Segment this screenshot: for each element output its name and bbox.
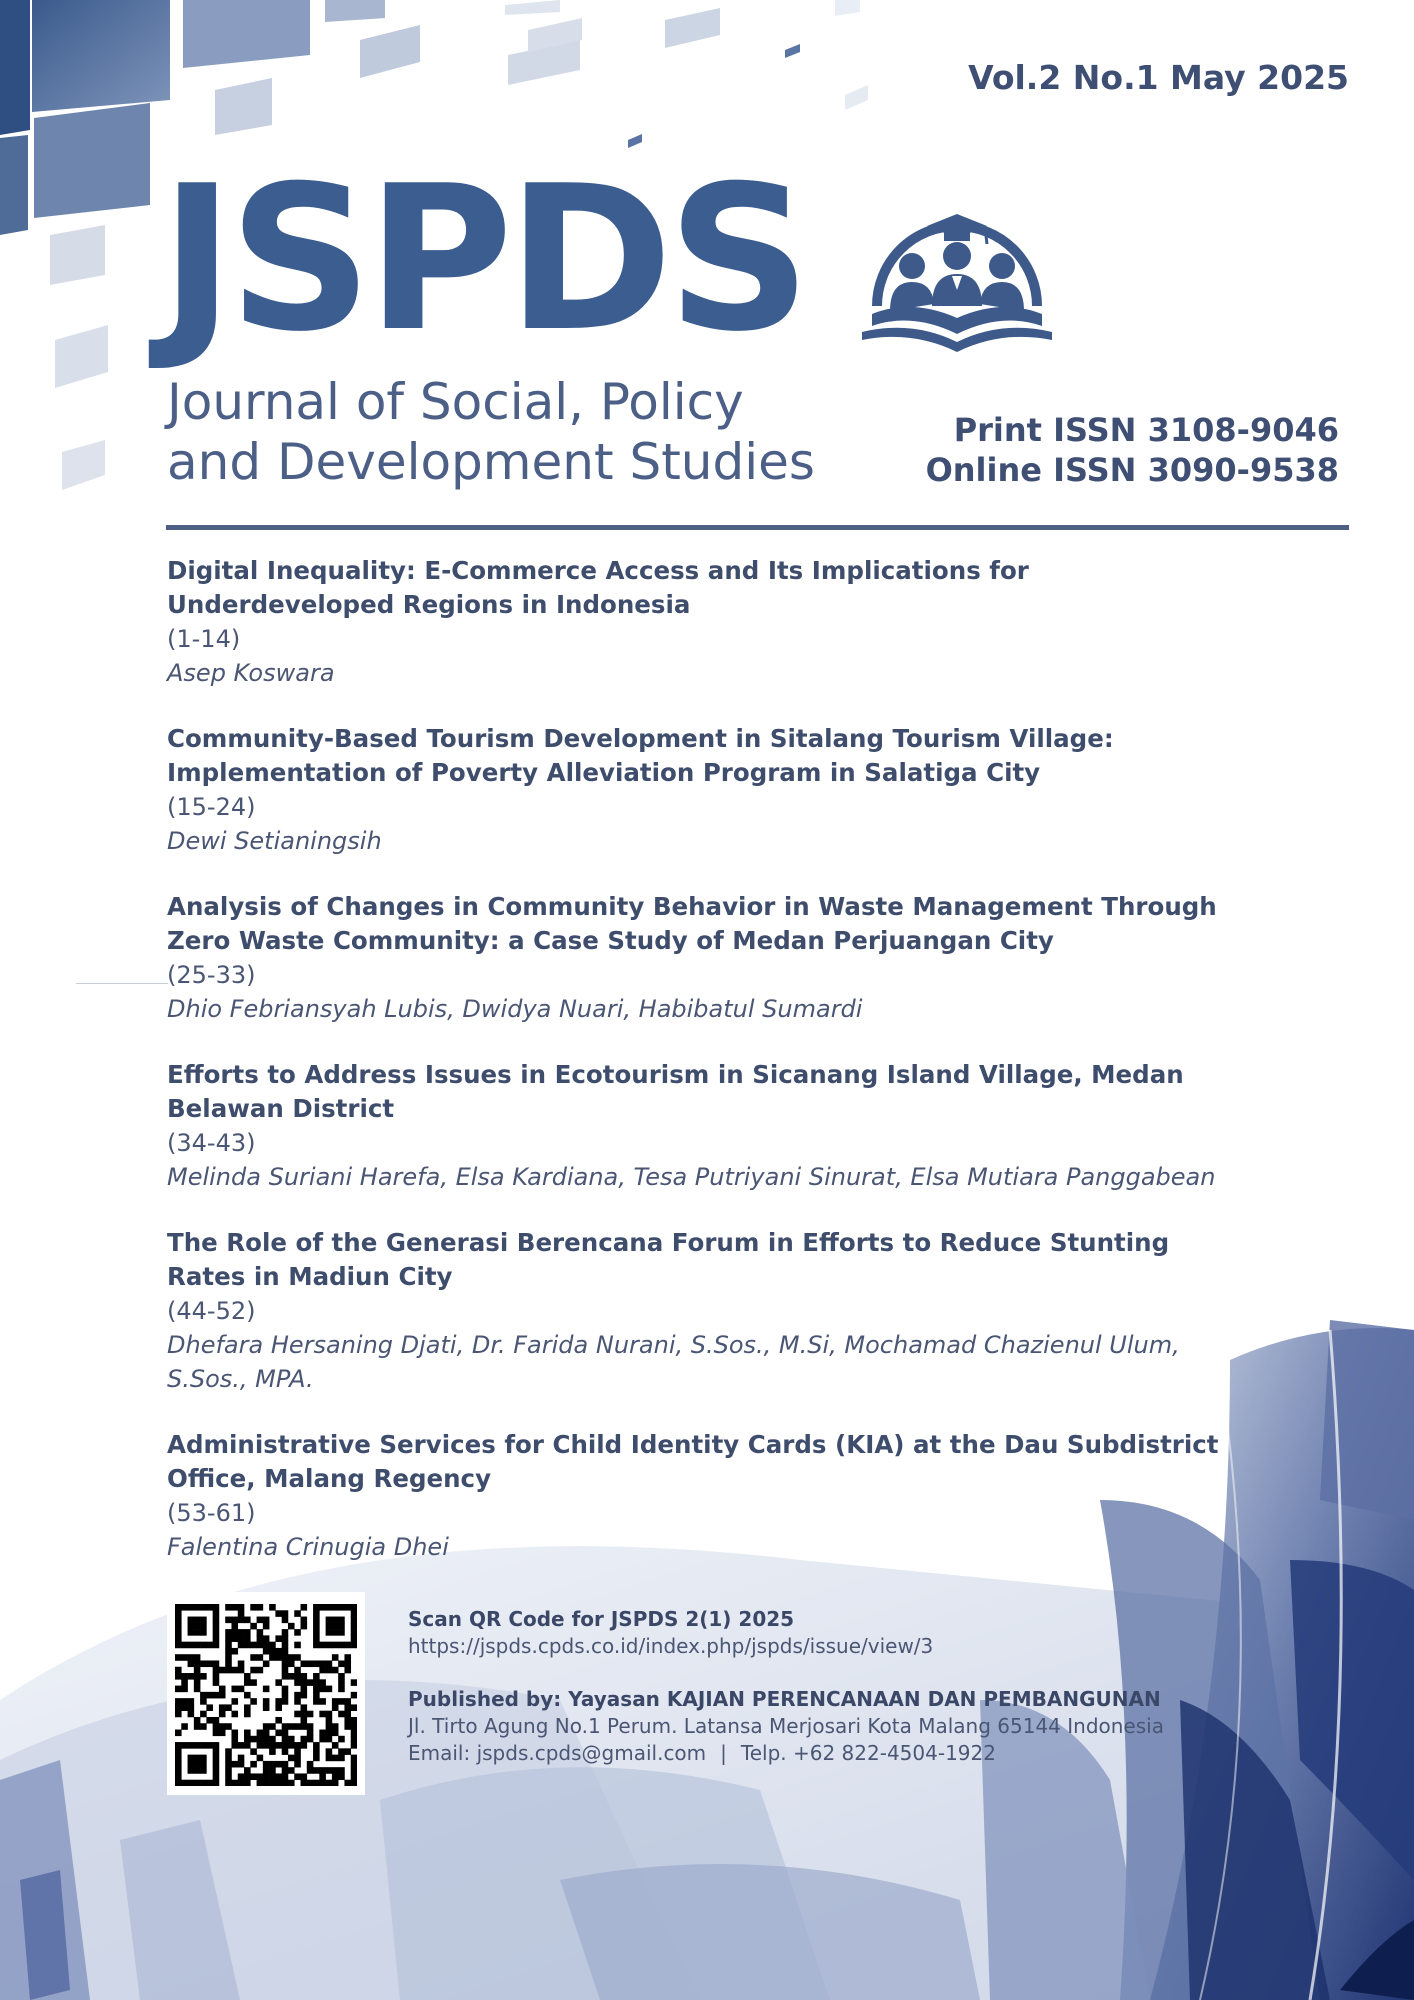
article-pages: (53-61) bbox=[167, 1499, 256, 1527]
article-authors: Melinda Suriani Harefa, Elsa Kardiana, Tesa Putriyani Sinurat, Elsa Mutiara Panggabean bbox=[167, 1163, 1216, 1191]
article-list bbox=[167, 554, 1247, 1596]
article-pages: (25-33) bbox=[167, 961, 256, 989]
issue-url-link[interactable]: https://jspds.cpds.co.id/index.php/jspds/issue/view/3 bbox=[408, 1634, 934, 1658]
scan-qr-label: Scan QR Code for JSPDS 2(1) 2025 bbox=[408, 1607, 795, 1631]
article-authors: Falentina Crinugia Dhei bbox=[167, 1533, 449, 1561]
article-authors: Asep Koswara bbox=[167, 659, 335, 687]
article-title[interactable]: Digital Inequality: E-Commerce Access and Its Implications for Underdeveloped Regions in Indonesia bbox=[167, 556, 1029, 619]
article-title[interactable]: Administrative Services for Child Identity Cards (KIA) at the Dau Subdistrict Office, Malang Regency bbox=[167, 1430, 1219, 1493]
journal-logo-wordmark: JSPDS bbox=[160, 143, 806, 376]
contact-email[interactable]: Email: jspds.cpds@gmail.com bbox=[408, 1741, 707, 1765]
article-item bbox=[167, 890, 1247, 1026]
print-issn: Print ISSN 3108-9046 bbox=[953, 411, 1339, 449]
contact-line bbox=[408, 1740, 1228, 1767]
article-item bbox=[167, 1226, 1247, 1396]
qr-code-icon bbox=[175, 1604, 357, 1786]
subtitle-line-2: and Development Studies bbox=[167, 433, 815, 491]
header-divider bbox=[166, 525, 1349, 530]
article-pages: (44-52) bbox=[167, 1297, 256, 1325]
article-pages: (34-43) bbox=[167, 1129, 256, 1157]
subtitle-line-1: Journal of Social, Policy bbox=[167, 373, 744, 431]
article-authors: Dhio Febriansyah Lubis, Dwidya Nuari, Habibatul Sumardi bbox=[167, 995, 863, 1023]
article-title[interactable]: The Role of the Generasi Berencana Forum in Efforts to Reduce Stunting Rates in Madiun City bbox=[167, 1228, 1170, 1291]
article-authors: Dhefara Hersaning Djati, Dr. Farida Nurani, S.Sos., M.Si, Mochamad Chazienul Ulum, S.Sos., MPA. bbox=[167, 1331, 1180, 1393]
article-title[interactable]: Community-Based Tourism Development in Sitalang Tourism Village: Implementation of Poverty Alleviation Program in Salatiga City bbox=[167, 724, 1114, 787]
article-title[interactable]: Analysis of Changes in Community Behavior in Waste Management Through Zero Waste Community: a Case Study of Medan Perjuangan City bbox=[167, 892, 1217, 955]
publisher-name: Published by: Yayasan KAJIAN PERENCANAAN DAN PEMBANGUNAN bbox=[408, 1687, 1161, 1711]
publisher-address: Jl. Tirto Agung No.1 Perum. Latansa Merjosari Kota Malang 65144 Indonesia bbox=[408, 1714, 1164, 1738]
article-item bbox=[167, 1058, 1247, 1194]
article-item bbox=[167, 554, 1247, 690]
article-pages: (15-24) bbox=[167, 793, 256, 821]
online-issn: Online ISSN 3090-9538 bbox=[925, 451, 1339, 489]
publisher-info bbox=[408, 1606, 1228, 1767]
contact-phone[interactable]: Telp. +62 822-4504-1922 bbox=[740, 1741, 996, 1765]
issn-block bbox=[926, 410, 1339, 490]
article-item bbox=[167, 722, 1247, 858]
contact-separator: | bbox=[720, 1741, 727, 1765]
article-item bbox=[167, 1428, 1247, 1564]
article-pages: (1-14) bbox=[167, 625, 241, 653]
graduate-book-icon bbox=[852, 186, 1062, 361]
article-title[interactable]: Efforts to Address Issues in Ecotourism in Sicanang Island Village, Medan Belawan District bbox=[167, 1060, 1184, 1123]
volume-issue-label: Vol.2 No.1 May 2025 bbox=[968, 58, 1349, 97]
article-authors: Dewi Setianingsih bbox=[167, 827, 382, 855]
qr-code[interactable] bbox=[167, 1592, 365, 1795]
journal-full-name bbox=[167, 372, 815, 492]
margin-rule bbox=[76, 983, 168, 984]
